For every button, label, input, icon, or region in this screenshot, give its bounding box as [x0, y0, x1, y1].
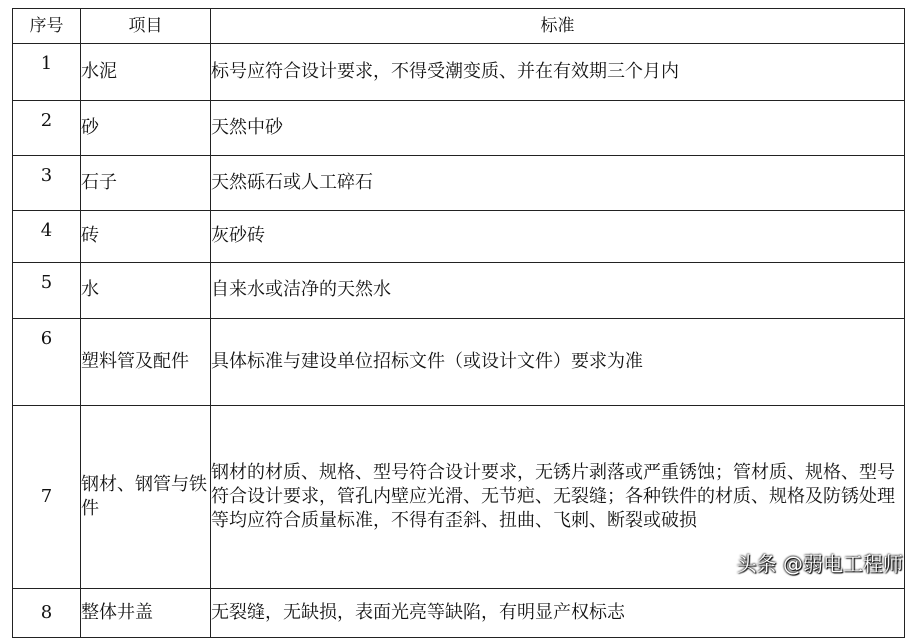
row-number: 2 [13, 101, 81, 156]
row-number: 8 [13, 589, 81, 638]
table-row [13, 44, 905, 101]
row-number: 5 [13, 263, 81, 319]
material-standards-table [12, 8, 905, 638]
row-item: 整体井盖 [81, 589, 211, 638]
row-item: 塑料管及配件 [81, 319, 211, 406]
table-row [13, 101, 905, 156]
row-standard: 具体标准与建设单位招标文件（或设计文件）要求为准 [211, 319, 905, 406]
row-standard: 自来水或洁净的天然水 [211, 263, 905, 319]
table-row [13, 589, 905, 638]
row-item: 水 [81, 263, 211, 319]
row-standard: 无裂缝，无缺损，表面光亮等缺陷，有明显产权标志 [211, 589, 905, 638]
row-number: 3 [13, 156, 81, 211]
header-item: 项目 [81, 9, 211, 44]
table-row [13, 211, 905, 263]
row-item: 钢材、钢管与铁件 [81, 406, 211, 589]
row-standard: 灰砂砖 [211, 211, 905, 263]
table-row [13, 319, 905, 406]
row-number: 6 [13, 319, 81, 406]
row-item: 砂 [81, 101, 211, 156]
watermark-text: 头条 @弱电工程师 [736, 552, 903, 576]
row-number: 7 [13, 406, 81, 589]
table-row [13, 156, 905, 211]
header-no: 序号 [13, 9, 81, 44]
row-item: 水泥 [81, 44, 211, 101]
table-row [13, 263, 905, 319]
row-standard: 钢材的材质、规格、型号符合设计要求，无锈片剥落或严重锈蚀；管材质、规格、型号符合设计要求，管孔内壁应光滑、无节疤、无裂缝；各种铁件的材质、规格及防锈处理等均应符合质量标准，不得有歪斜、扭曲、飞刺、断裂或破损 [211, 406, 905, 589]
row-standard: 天然中砂 [211, 101, 905, 156]
row-item: 石子 [81, 156, 211, 211]
row-number: 1 [13, 44, 81, 101]
row-item: 砖 [81, 211, 211, 263]
table-header-row [13, 9, 905, 44]
header-standard: 标准 [211, 9, 905, 44]
row-standard: 天然砾石或人工碎石 [211, 156, 905, 211]
row-number: 4 [13, 211, 81, 263]
row-standard: 标号应符合设计要求，不得受潮变质、并在有效期三个月内 [211, 44, 905, 101]
